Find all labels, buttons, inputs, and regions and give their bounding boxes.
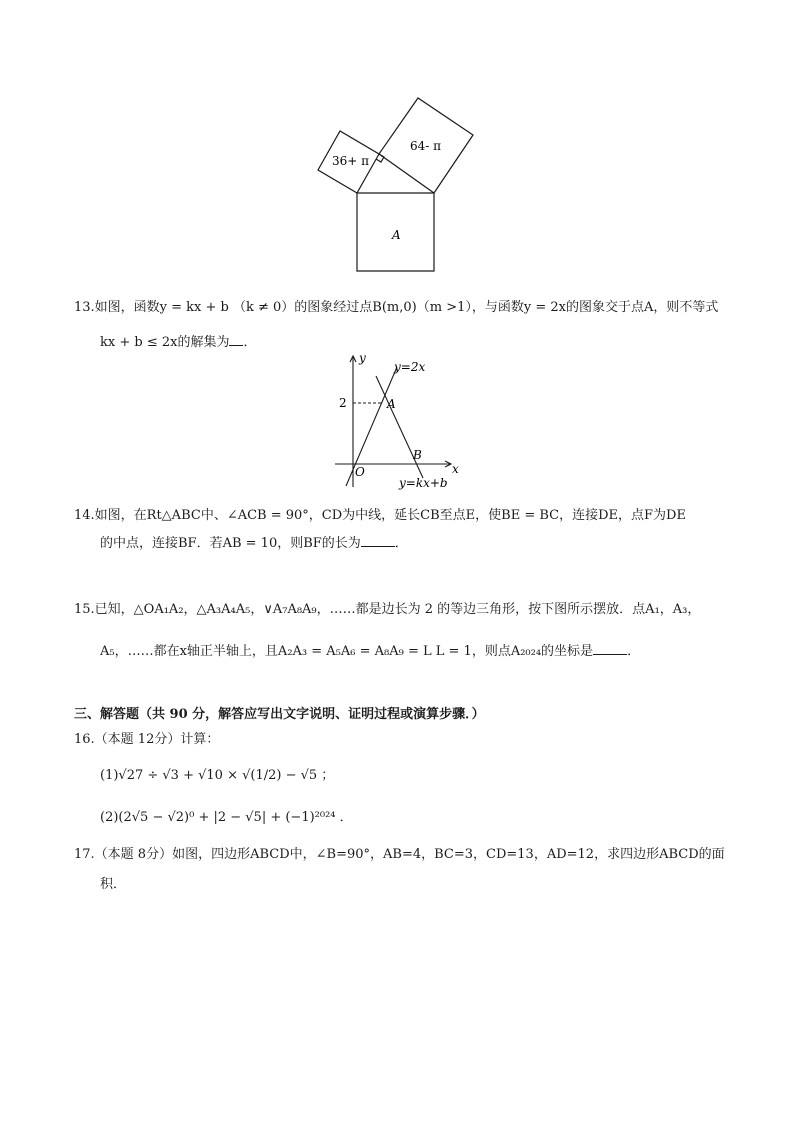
q17-line2: 积．	[100, 877, 127, 892]
q16-header: 16.（本题 12分）计算：	[74, 732, 220, 747]
point-b-label: B	[413, 448, 422, 462]
origin-label: O	[355, 465, 365, 479]
figure-graph	[333, 350, 468, 492]
q16-part2: (2)(2√5 − √2)⁰ + |2 − √5| + (−1)²⁰²⁴ ．	[100, 810, 353, 825]
q14-line2-text: 的中点，连接BF．若AB = 10，则BF的长为	[100, 536, 361, 551]
graph-diagram	[333, 350, 468, 492]
q17-line1: 17.（本题 8分）如图，四边形ABCD中，∠B=90°，AB=4，BC=3，CD=13，AD=12，求四边形ABCD的面	[74, 847, 725, 862]
point-a-label: A	[387, 397, 396, 411]
q14-line2-end: ．	[394, 536, 408, 551]
q13-line1: 13.如图，函数y = kx + b （k ≠ 0）的图象经过点B(m,0)（m >1），与函数y = 2x的图象交于点A，则不等式	[74, 300, 719, 315]
bottom-square-label: A	[392, 228, 401, 242]
x-axis-label: x	[452, 462, 459, 476]
section3-title: 三、解答题（共 90 分，解答应写出文字说明、证明过程或演算步骤．）	[74, 707, 485, 722]
figure-squares	[310, 95, 485, 280]
left-square-label: 36+ π	[332, 154, 370, 168]
line-kx-b	[376, 376, 423, 478]
right-square-label: 64- π	[410, 139, 442, 153]
q13-answer-blank	[229, 344, 243, 346]
q15-line2	[100, 640, 640, 659]
q14-line1: 14.如图，在Rt△ABC中、∠ACB = 90°，CD为中线，延长CB至点E，使BE = BC，连接DE，点F为DE	[74, 508, 686, 523]
y-axis-label: y	[359, 351, 366, 365]
q13-line2-end: ．	[243, 335, 257, 350]
squares-diagram	[310, 95, 485, 280]
q15-line2-text: A₅，……都在x轴正半轴上，且A₂A₃ = A₅A₆ = A₈A₉ = L L = 1，则点A₂₀₂₄的坐标是	[100, 644, 594, 659]
q13-line2	[100, 331, 256, 350]
tick-2-label: 2	[339, 396, 347, 410]
q15-answer-blank	[593, 653, 627, 655]
q16-part1: (1)√27 ÷ √3 + √10 × √(1/2) − √5 ；	[100, 768, 335, 783]
line-kx-b-label: y=kx+b	[399, 476, 448, 490]
q14-answer-blank	[361, 545, 395, 547]
q14-line2	[100, 532, 408, 551]
line-2x	[346, 367, 397, 486]
q13-line2-text: kx + b ≤ 2x的解集为	[100, 335, 230, 350]
q15-line2-end: ．	[627, 644, 641, 659]
line-2x-label: y=2x	[394, 360, 426, 374]
q15-line1: 15.已知，△OA₁A₂，△A₃A₄A₅，∨A₇A₈A₉，……都是边长为 2 的等边三角形，按下图所示摆放．点A₁，A₃，	[74, 602, 701, 617]
